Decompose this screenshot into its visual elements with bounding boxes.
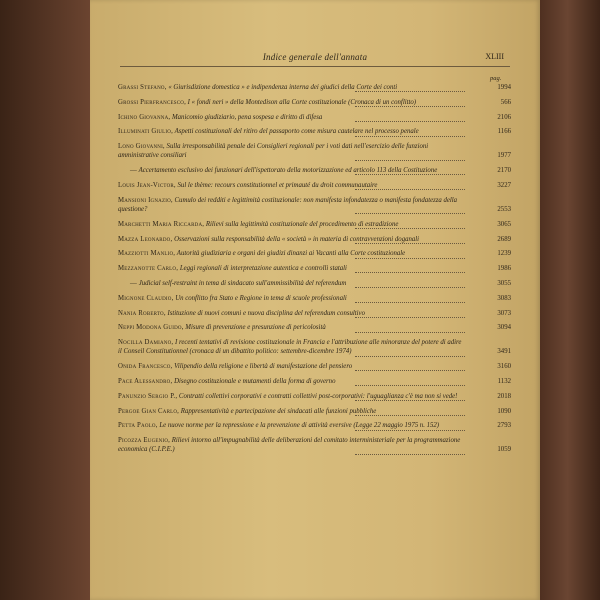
entry-title: Manicomio giudiziario, pena sospesa e diritto di difesa <box>170 113 323 121</box>
entry-page-number: 3073 <box>497 309 511 317</box>
entry-page-number: 3055 <box>497 279 511 287</box>
index-entry <box>118 279 511 288</box>
entry-author: — <box>130 167 137 175</box>
entry-title: Contratti collettivi corporativi e contratti collettivi post-corporativi: l'uguaglianza c'è ma non si vede! <box>177 392 458 400</box>
dot-leader <box>355 206 465 214</box>
entry-title: Un conflitto fra Stato e Regione in tema di scuole professionali <box>173 294 347 302</box>
dot-leader <box>355 114 465 122</box>
entry-author: Illuminati Giulio, <box>118 128 173 136</box>
index-entry <box>118 142 511 160</box>
entry-author: Pergoe Gian Carlo, <box>118 407 180 415</box>
entry-title: Vilipendio della religione e libertà di manifestazione del pensiero <box>172 363 353 371</box>
running-title: Indice generale dell'annata <box>262 52 368 62</box>
index-entry <box>118 421 511 430</box>
entry-author: Panunzio Sergio P., <box>118 392 178 400</box>
index-entry <box>118 264 511 273</box>
index-entry <box>118 294 511 303</box>
page-header <box>120 52 510 67</box>
index-entry <box>118 338 511 356</box>
entry-title: Cumulo dei redditi e legittimità costituzionale: non manifesta infondatezza o manifesta fondatezza della questione? <box>118 196 458 213</box>
index-entry <box>118 309 511 318</box>
index-list <box>118 83 511 460</box>
entry-page-number: 1166 <box>497 128 511 136</box>
entry-author: Petta Paolo, <box>118 422 158 430</box>
entry-author: Mezzanotte Carlo, <box>118 265 179 273</box>
entry-author: Louis Jean-Victor, <box>118 181 176 189</box>
dot-leader <box>355 84 465 92</box>
entry-author: Picozza Eugenio, <box>118 437 171 445</box>
entry-author: Mansioni Ignazio, <box>118 196 173 204</box>
dot-leader <box>355 129 465 137</box>
index-entry <box>118 98 511 107</box>
entry-page-number: 3227 <box>497 181 511 189</box>
background-left <box>0 0 90 600</box>
entry-page-number: 566 <box>500 98 511 106</box>
entry-author: Onida Francesco, <box>118 363 173 371</box>
entry-author: Neppi Modona Guido, <box>118 324 184 332</box>
dot-leader <box>355 363 465 371</box>
entry-title: « Giurisdizione domestica » e indipendenza interna dei giudici della Corte dei conti <box>166 84 398 91</box>
entry-page-number: 1239 <box>497 250 511 258</box>
entry-title: Rilievi intorno all'impugnabilità delle deliberazioni del comitato interministeriale per la programmazione economica (C.I.P.E.) <box>118 437 461 454</box>
dot-leader <box>355 153 465 161</box>
index-entry <box>118 220 511 229</box>
index-entry <box>118 166 511 175</box>
index-entry <box>118 392 511 401</box>
page-number: XLIII <box>485 52 504 61</box>
entry-page-number: 2689 <box>497 235 511 243</box>
dot-leader <box>355 408 465 416</box>
dot-leader <box>355 325 465 333</box>
entry-author: — <box>130 279 137 287</box>
dot-leader <box>355 99 465 107</box>
dot-leader <box>355 423 465 431</box>
entry-page-number: 1994 <box>497 84 511 91</box>
entry-author: Pace Alessandro, <box>118 377 173 385</box>
index-entry <box>118 323 511 332</box>
entry-page-number: 2170 <box>497 167 511 175</box>
entry-author: Grassi Stefano, <box>118 84 167 91</box>
index-entry <box>118 407 511 416</box>
dot-leader <box>355 265 465 273</box>
index-entry <box>118 196 511 214</box>
entry-author: Nocilla Damiano, <box>118 339 174 347</box>
index-entry <box>118 127 511 136</box>
index-entry <box>118 362 511 371</box>
entry-title: Misure di prevenzione e presunzione di pericolosità <box>183 324 326 332</box>
dot-leader <box>355 280 465 288</box>
entry-author: Nania Roberto, <box>118 309 166 317</box>
entry-page-number: 3160 <box>497 363 511 371</box>
entry-page-number: 2018 <box>497 392 511 400</box>
entry-title: Le nuove norme per la repressione e la prevenzione di attività eversive (Legge 22 maggio 1975 n. 152) <box>157 422 440 430</box>
index-entry <box>118 235 511 244</box>
entry-page-number: 1132 <box>497 377 511 385</box>
entry-page-number: 2793 <box>497 422 511 430</box>
entry-title: Rappresentatività e partecipazione dei sindacati alle funzioni pubbliche <box>179 407 377 415</box>
dot-leader <box>355 295 465 303</box>
dot-leader <box>355 393 465 401</box>
dot-leader <box>355 378 465 386</box>
entry-title: I « fondi neri » della Montedison alla Corte costituzionale (Cronaca di un conflitto) <box>185 98 417 106</box>
index-entry <box>118 249 511 258</box>
dot-leader <box>355 447 465 455</box>
entry-title: Istituzione di nuovi comuni e nuova disciplina del referendum consultivo <box>165 309 365 317</box>
entry-author: Marchetti Maria Riccarda, <box>118 220 205 228</box>
entry-title: I recenti tentativi di revisione costituzionale in Francia e l'attribuzione alle minoranze del potere di adire il Conseil Constitutionnel (cronaca di un dibattito politico: settembre-dicembre 1974) <box>118 339 462 356</box>
entry-title: Disegno costituzionale e mutamenti della forma di governo <box>172 377 336 385</box>
entry-title: Leggi regionali di interpretazione autentica e controlli statali <box>178 265 347 273</box>
entry-author: Ichino Giovanna, <box>118 113 171 121</box>
entry-author: Lono Giovanni, <box>118 143 165 151</box>
index-entry <box>118 436 511 454</box>
entry-page-number: 3083 <box>497 294 511 302</box>
entry-title: Aspetti costituzionali del ritiro del passaporto come misura cautelare nel processo penale <box>173 128 419 136</box>
entry-title: Autorità giudiziaria e organi dei giudizi dinanzi ai Vacanti alla Corte costituzionale <box>175 250 406 258</box>
entry-title: Osservazioni sulla responsabilità della « società » in materia di contravvenzioni doganali <box>172 235 420 243</box>
index-entry <box>118 181 511 190</box>
background-right <box>535 0 600 600</box>
entry-page-number: 1986 <box>497 265 511 273</box>
entry-page-number: 1977 <box>497 152 511 160</box>
dot-leader <box>355 310 465 318</box>
entry-title: Judicial self-restraint in tema di sindacato sull'ammissibilità del referendum <box>137 279 347 287</box>
dot-leader <box>355 167 465 175</box>
dot-leader <box>355 251 465 259</box>
index-entry <box>118 377 511 386</box>
entry-title: Sul le thème: recours constitutionnel et primauté du droit communautaire <box>175 181 378 189</box>
dot-leader <box>355 182 465 190</box>
entry-page-number: 3094 <box>497 324 511 332</box>
dot-leader <box>355 236 465 244</box>
entry-page-number: 3065 <box>497 220 511 228</box>
entry-page-number: 1090 <box>497 407 511 415</box>
entry-title: Sulla irresponsabilità penale dei Consiglieri regionali per i voti dati nell'esercizio delle funzioni amministrative consiliari <box>118 143 429 160</box>
index-entry <box>118 113 511 122</box>
entry-page-number: 1059 <box>497 446 511 454</box>
index-entry <box>118 83 511 92</box>
entry-author: Mazza Leonardo, <box>118 235 173 243</box>
pag-label: pag. <box>490 75 502 82</box>
book-page <box>90 0 540 600</box>
entry-title: Rilievi sulla legittimità costituzionale del procedimento di estradizione <box>204 220 399 228</box>
entry-page-number: 2553 <box>497 205 511 213</box>
entry-page-number: 2106 <box>497 113 511 121</box>
entry-author: Mignone Claudio, <box>118 294 174 302</box>
dot-leader <box>355 221 465 229</box>
entry-author: Mazziotti Manlio, <box>118 250 176 258</box>
entry-title: Accertamento esclusivo dei funzionari dell'ispettorato della motorizzazione ed articolo 113 della Costituzione <box>137 167 438 175</box>
dot-leader <box>355 349 465 357</box>
entry-author: Grossi Pierfrancesco, <box>118 98 186 106</box>
entry-page-number: 3491 <box>497 348 511 356</box>
